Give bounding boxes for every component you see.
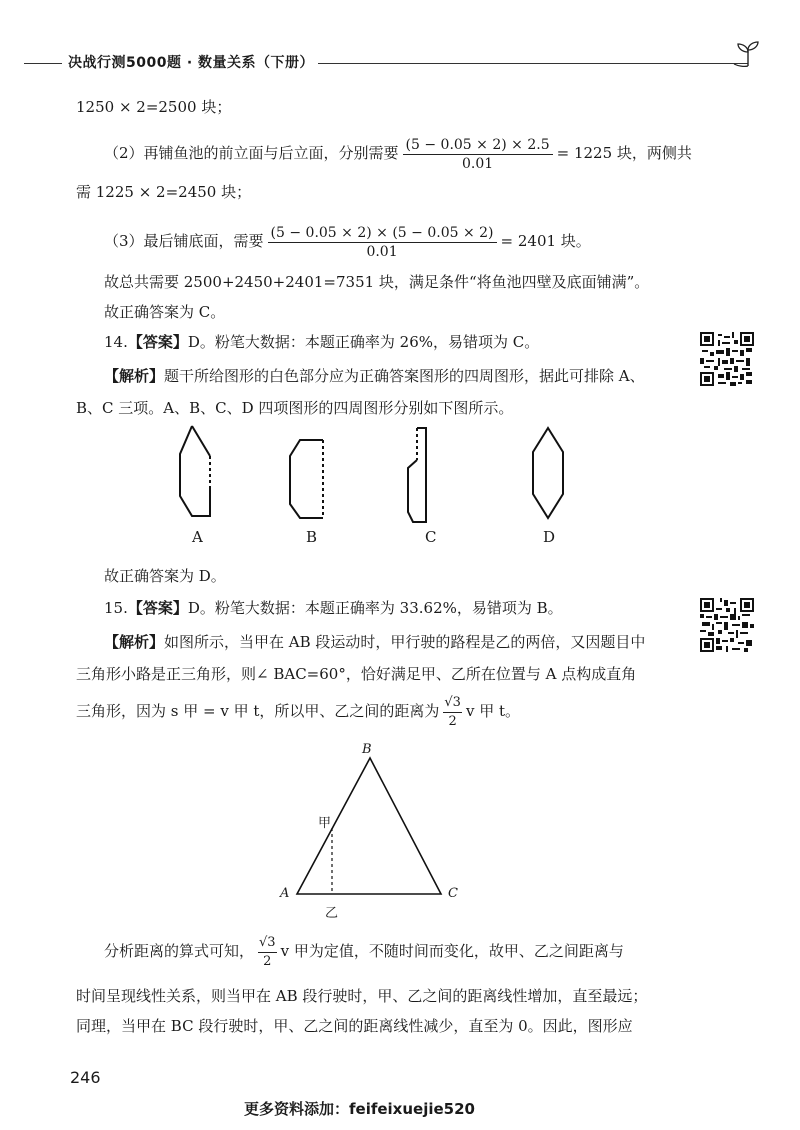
- analysis-line-2: 时间呈现线性关系，则当甲在 AB 段行驶时，甲、乙之间的距离线性增加，直至最远；: [76, 987, 648, 1005]
- q14-answer-text: D。粉笔大数据：本题正确率为 26%，易错项为 C。: [187, 333, 540, 351]
- q15-explanation-text: 如图所示，当甲在 AB 段运动时，甲行驶的路程是乙的两倍，又因题目中: [164, 633, 646, 651]
- analysis-line-1: [104, 932, 624, 971]
- q14-explanation-text: 题干所给图形的白色部分应为正确答案图形的四周图形，据此可排除 A、: [164, 367, 645, 385]
- fraction-denominator: 0.01: [462, 155, 494, 172]
- fraction-numerator: (5 − 0.05 × 2) × (5 − 0.05 × 2): [268, 224, 497, 243]
- triangle-label-c: C: [448, 886, 458, 901]
- line-2-prefix: （2）再铺鱼池的前立面与后立面，分别需要: [104, 144, 399, 162]
- line-4-suffix: = 2401 块。: [500, 232, 591, 250]
- fraction-numerator: (5 − 0.05 × 2) × 2.5: [403, 136, 553, 155]
- page-number: 246: [70, 1068, 101, 1087]
- header-rule-right: [318, 63, 748, 64]
- q15-number: 15.: [104, 599, 128, 617]
- fraction-front-back: [403, 136, 553, 173]
- line-2: [104, 134, 692, 173]
- fraction-denominator: 2: [448, 713, 457, 729]
- header-rule-left: [24, 63, 64, 64]
- qr-code-icon[interactable]: [700, 332, 754, 386]
- footer-contact: 更多资料添加：feifeixuejie520: [244, 1100, 475, 1118]
- fraction-sqrt3-over-2: [443, 694, 462, 731]
- fraction-numerator: √3: [443, 694, 462, 713]
- shape-b-outline: [290, 440, 323, 518]
- line-6: 故正确答案为 C。: [104, 303, 226, 321]
- shape-d-outline: [533, 428, 563, 518]
- line-4-prefix: （3）最后铺底面，需要: [104, 232, 264, 250]
- shape-c-outline: [408, 428, 426, 522]
- q15-answer-tag: 【答案】: [127, 599, 188, 617]
- q14-number: 14.: [104, 333, 128, 351]
- q14-conclusion: 故正确答案为 D。: [104, 567, 226, 585]
- line-2-suffix: = 1225 块，两侧共: [556, 144, 692, 162]
- triangle-label-yi: 乙: [325, 906, 339, 921]
- line-5: 故总共需要 2500+2450+2401=7351 块，满足条件“将鱼池四壁及底面铺满”。: [104, 273, 650, 291]
- q15-explanation-tag: 【解析】: [104, 633, 165, 651]
- q15-explanation-1: [104, 632, 645, 652]
- q14-explanation-1: [104, 366, 645, 386]
- fraction-numerator: √3: [258, 934, 277, 953]
- header-title: 决战行测5000题 · 数量关系（下册）: [62, 52, 320, 72]
- q15-answer-line: [104, 598, 563, 618]
- shape-a-outline: [180, 426, 210, 516]
- qr-code-icon[interactable]: [700, 598, 754, 652]
- triangle-label-a: A: [280, 886, 290, 901]
- shape-label-b: B: [306, 528, 318, 546]
- line-3: 需 1225 × 2=2450 块；: [76, 183, 252, 201]
- shape-label-c: C: [425, 528, 437, 546]
- q14-answer-line: [104, 332, 539, 352]
- fraction-denominator: 0.01: [366, 243, 398, 260]
- shape-label-a: A: [192, 528, 203, 546]
- option-shapes-figure: [160, 420, 600, 530]
- q15-answer-text: D。粉笔大数据：本题正确率为 33.62%，易错项为 B。: [187, 599, 563, 617]
- shape-label-d: D: [543, 528, 556, 546]
- fraction-bottom: [268, 224, 497, 261]
- q15-explanation-3: [76, 692, 520, 731]
- q15-explanation-2: 三角形小路是正三角形，则∠ BAC=60°，恰好满足甲、乙所在位置与 A 点构成直角: [76, 665, 637, 683]
- triangle-label-jia: 甲: [318, 816, 332, 831]
- q15-explanation-3-prefix: 三角形，因为 s 甲 = v 甲 t，所以甲、乙之间的距离为: [76, 702, 440, 720]
- analysis-line-1-suffix: v 甲为定值，不随时间而变化，故甲、乙之间距离与: [280, 942, 624, 960]
- sprout-icon: [728, 38, 768, 68]
- fraction-denominator: 2: [263, 953, 272, 969]
- triangle-figure: [270, 740, 470, 920]
- q15-explanation-3-suffix: v 甲 t。: [465, 702, 520, 720]
- q14-explanation-tag: 【解析】: [104, 367, 165, 385]
- line-4: [104, 222, 591, 261]
- q14-explanation-2: B、C 三项。A、B、C、D 四项图形的四周图形分别如下图所示。: [76, 399, 514, 417]
- q14-answer-tag: 【答案】: [127, 333, 188, 351]
- fraction-sqrt3-over-2: [258, 934, 277, 971]
- analysis-line-3: 同理，当甲在 BC 段行驶时，甲、乙之间的距离线性减少，直至为 0。因此，图形应: [76, 1017, 633, 1035]
- line-1: 1250 × 2=2500 块；: [76, 98, 232, 116]
- triangle-label-b: B: [362, 742, 372, 757]
- analysis-line-1-prefix: 分析距离的算式可知，: [104, 942, 255, 960]
